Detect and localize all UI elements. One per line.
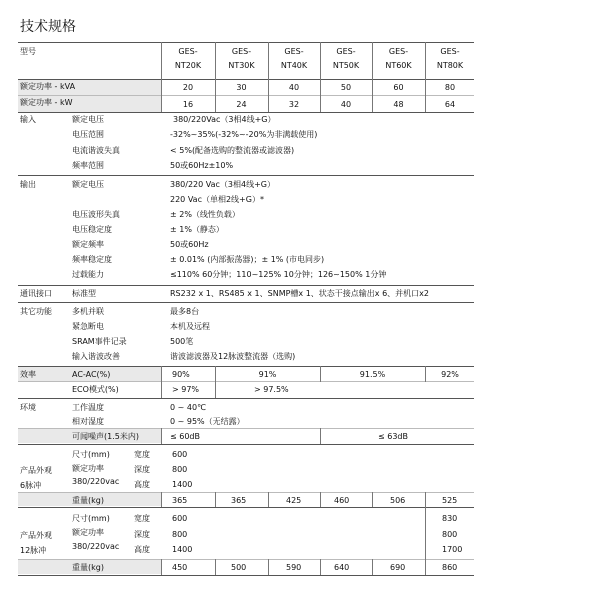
output-row-label: 额定电压 <box>72 180 104 189</box>
rule-bottom <box>18 575 474 576</box>
vline-w6-6 <box>425 492 426 507</box>
eco-value: > 97% <box>172 385 200 394</box>
input-row-label: 电压范围 <box>72 130 104 139</box>
env-row-value: 0 ~ 40℃ <box>170 403 207 412</box>
app12-dim-name: 宽度 <box>134 514 150 523</box>
app6-dim-value: 800 <box>172 465 188 474</box>
output-row-value: ± 2%（线性负载） <box>170 210 240 219</box>
page-title: 技术规格 <box>20 19 76 35</box>
kva-value: 30 <box>236 83 247 92</box>
vline-w12-6 <box>425 559 426 575</box>
model-header: GES- <box>336 47 356 56</box>
vline-w6-5 <box>372 492 373 507</box>
kw-value: 64 <box>444 100 456 109</box>
app6-voltage: 380/220vac <box>72 477 120 486</box>
ac-ac-value: 91% <box>258 370 277 379</box>
output-row-label: 额定频率 <box>72 240 104 249</box>
rule-after-output <box>18 285 474 286</box>
app6-weight: 506 <box>390 496 406 505</box>
rule-after-kw <box>18 112 474 113</box>
kva-value: 60 <box>393 83 404 92</box>
model-header: NT60K <box>385 61 412 70</box>
app12-weight: 690 <box>390 563 406 572</box>
input-row-value: 50或60Hz±10% <box>170 161 234 170</box>
app6-section-label: 6脉冲 <box>20 481 42 490</box>
app12-section-label: 12脉冲 <box>20 546 47 555</box>
noise-label: 可闻噪声(1.5米内) <box>72 432 139 441</box>
app12-dim-value: 1400 <box>172 545 193 554</box>
app12-dim-value-80k: 1700 <box>442 545 463 554</box>
vline-n1 <box>161 428 162 444</box>
kw-value: 48 <box>393 100 404 109</box>
ac-ac-value: 91.5% <box>359 370 386 379</box>
other-row-value: 本机及远程 <box>170 322 210 331</box>
other-row-label: 紧急断电 <box>72 322 104 331</box>
output-row-value: ± 0.01% (内部振荡器)；± 1% (市电同步) <box>170 255 325 264</box>
app6-weight: 525 <box>442 496 458 505</box>
input-row-value: < 5%(配备选购的整流器或滤波器) <box>170 146 295 155</box>
app12-rated-label: 额定功率 <box>72 528 104 537</box>
input-row-value: -32%~35%(-32%~-20%为非满载使用) <box>170 130 318 139</box>
rule-kva <box>18 95 474 96</box>
app12-dim-value: 800 <box>172 530 188 539</box>
app6-weight: 365 <box>231 496 247 505</box>
ac-ac-value: 92% <box>441 370 459 379</box>
kva-value: 20 <box>182 83 194 92</box>
app12-dim-name: 深度 <box>134 530 150 539</box>
other-row-value: 500笔 <box>170 337 194 346</box>
output-row-value: 50或60Hz <box>170 240 209 249</box>
vline-e1 <box>161 366 162 398</box>
output-row-label: 电压波形失真 <box>72 210 120 219</box>
other-row-label: 多机并联 <box>72 307 104 316</box>
app6-dim-name: 高度 <box>134 480 150 489</box>
app6-dim-value: 600 <box>172 450 188 459</box>
model-header: GES- <box>284 47 304 56</box>
output-row-label: 频率稳定度 <box>72 255 112 264</box>
app12-dim-label: 尺寸(mm) <box>72 514 110 523</box>
app12-weight: 860 <box>442 563 458 572</box>
rule-after-eff <box>18 398 474 399</box>
model-header: NT50K <box>332 61 360 70</box>
model-header: GES- <box>440 47 460 56</box>
comm-value: RS232 x 1、RS485 x 1、SNMP槽x 1、状态干接点输出x 6、并机口x2 <box>170 289 429 298</box>
app6-dim-name: 宽度 <box>134 450 150 459</box>
model-header: NT30K <box>228 61 255 70</box>
efficiency-section-label: 效率 <box>20 370 36 379</box>
env-row-label: 相对湿度 <box>72 417 104 426</box>
app12-dim-name: 高度 <box>134 545 150 554</box>
env-section-label: 环境 <box>20 403 36 412</box>
app12-weight-label: 重量(kg) <box>72 563 104 572</box>
model-header: GES- <box>178 47 198 56</box>
model-header: GES- <box>388 47 409 56</box>
app12-weight: 640 <box>334 563 350 572</box>
app6-dim-label: 尺寸(mm) <box>72 450 110 459</box>
app12-weight: 590 <box>286 563 302 572</box>
output-row-label: 过载能力 <box>72 270 104 279</box>
model-header: NT80K <box>436 61 464 70</box>
vline-w6-4 <box>320 492 321 507</box>
app6-weight: 425 <box>286 496 302 505</box>
input-row-value: 380/220Vac（3相4线+G） <box>173 115 276 124</box>
app6-dim-value: 1400 <box>172 480 193 489</box>
vline-n2 <box>320 428 321 444</box>
vline-w6-1 <box>161 492 162 507</box>
kva-value: 80 <box>444 83 456 92</box>
output-section-label: 输出 <box>20 180 36 189</box>
kw-value: 16 <box>182 100 194 109</box>
output-row-value: ± 1%（静态） <box>170 225 224 234</box>
model-header: GES- <box>231 47 252 56</box>
input-row-label: 频率范围 <box>72 161 104 170</box>
ac-ac-value: 90% <box>172 370 190 379</box>
rule-after-app6 <box>18 507 474 508</box>
kva-value: 40 <box>288 83 300 92</box>
rule-before-weight12 <box>18 559 474 560</box>
kw-value: 24 <box>236 100 247 109</box>
app6-rated-label: 额定功率 <box>72 464 104 473</box>
comm-section-label: 通讯接口 <box>20 289 52 298</box>
other-section-label: 其它功能 <box>20 307 52 316</box>
app12-section-label: 产品外观 <box>20 531 52 540</box>
noise-value: ≤ 63dB <box>378 432 408 441</box>
model-header: NT20K <box>174 61 202 70</box>
input-row-label: 额定电压 <box>72 115 104 124</box>
other-row-value: 谐波滤波器及12脉波整流器（选购) <box>170 352 296 361</box>
output-row-label: 电压稳定度 <box>72 225 112 234</box>
input-row-label: 电流谐波失真 <box>72 146 120 155</box>
rule-before-weight6 <box>18 492 474 493</box>
ac-ac-label: AC-AC(%) <box>72 370 111 379</box>
vline-w12-4 <box>320 559 321 575</box>
app12-dim-value-80k: 830 <box>442 514 458 523</box>
rule-top <box>18 42 474 43</box>
app6-section-label: 产品外观 <box>20 466 52 475</box>
vline-w6-2 <box>215 492 216 507</box>
app12-weight: 500 <box>231 563 247 572</box>
noise-value: ≤ 60dB <box>170 432 200 441</box>
rule-after-comm <box>18 302 474 303</box>
kw-value: 32 <box>288 100 300 109</box>
comm-label: 标准型 <box>72 289 96 298</box>
vline-w12-3 <box>268 559 269 575</box>
eco-label: ECO模式(%) <box>72 385 119 394</box>
vline-w12-2 <box>215 559 216 575</box>
app12-dim-value: 600 <box>172 514 188 523</box>
other-row-label: 输入谐波改善 <box>72 352 120 361</box>
vline-d12 <box>425 507 426 559</box>
app12-dim-value-80k: 800 <box>442 530 458 539</box>
vline-w6-3 <box>268 492 269 507</box>
eco-value: > 97.5% <box>254 385 289 394</box>
output-row-value: 220 Vac（单相2线+G）* <box>170 195 264 204</box>
rule-after-model <box>18 79 474 80</box>
kw-label: 额定功率 - kW <box>20 98 73 107</box>
rule-after-other <box>18 366 474 367</box>
app6-dim-name: 深度 <box>134 465 150 474</box>
rule-after-env <box>18 444 474 445</box>
model-label: 型号 <box>20 47 36 56</box>
model-header: NT40K <box>280 61 308 70</box>
input-section-label: 输入 <box>20 115 36 124</box>
output-row-value: ≤110% 60分钟；110~125% 10分钟；126~150% 1分钟 <box>170 270 387 279</box>
app12-voltage: 380/220vac <box>72 542 120 551</box>
kva-label: 额定功率 - kVA <box>20 82 76 91</box>
other-row-label: SRAM事件记录 <box>72 337 127 346</box>
env-row-label: 工作温度 <box>72 403 104 412</box>
rule-before-noise <box>18 428 474 429</box>
rule-ac <box>18 381 474 382</box>
env-row-value: 0 ~ 95%（无结露） <box>170 417 245 426</box>
vline-w12-1 <box>161 559 162 575</box>
kva-value: 50 <box>340 83 352 92</box>
kw-value: 40 <box>340 100 352 109</box>
app6-weight: 365 <box>172 496 188 505</box>
vline-w12-5 <box>372 559 373 575</box>
rule-after-input <box>18 175 474 176</box>
other-row-value: 最多8台 <box>170 307 200 316</box>
app6-weight: 460 <box>334 496 350 505</box>
app12-weight: 450 <box>172 563 188 572</box>
app6-weight-label: 重量(kg) <box>72 496 104 505</box>
output-row-value: 380/220 Vac（3相4线+G） <box>170 180 276 189</box>
